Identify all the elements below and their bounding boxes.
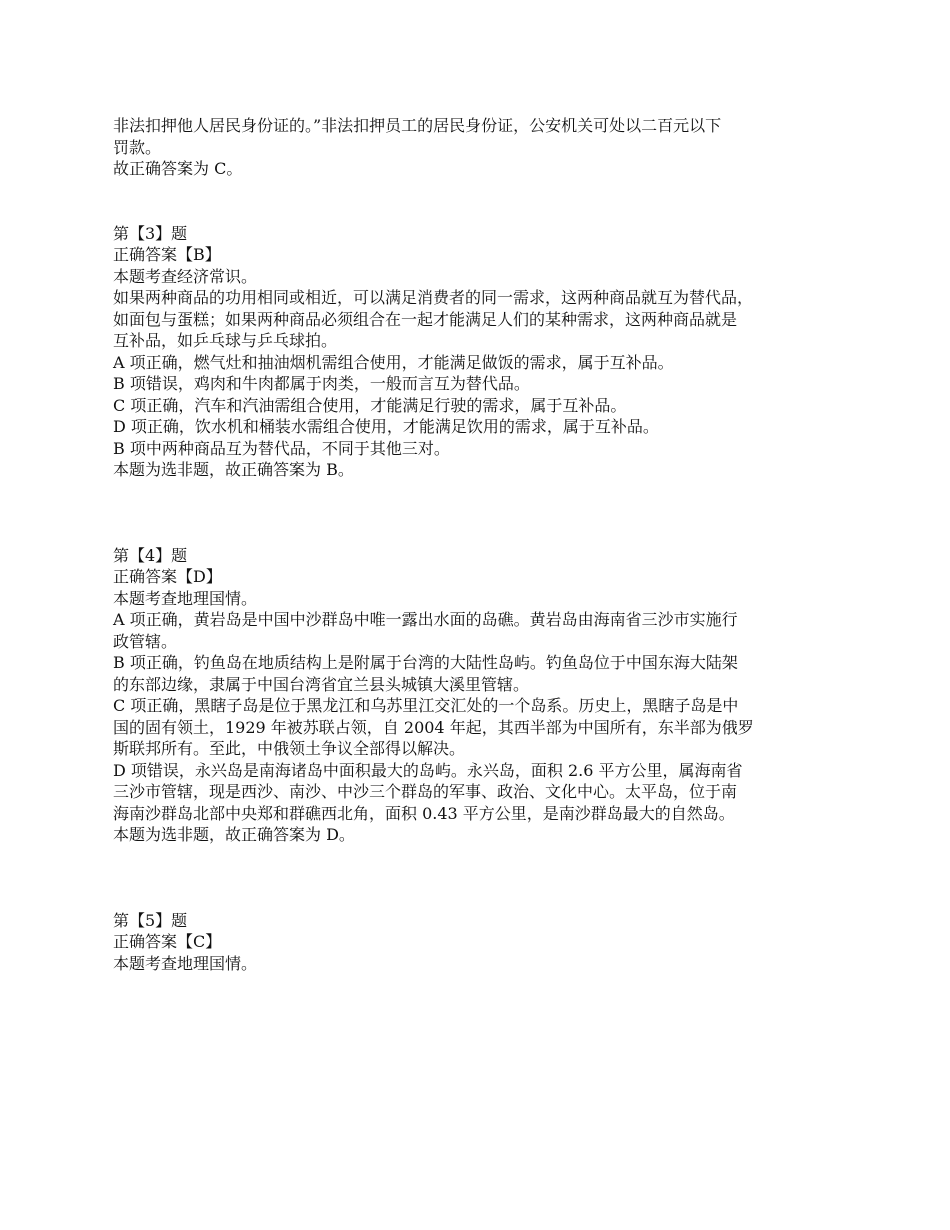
question-heading: 第【3】题 [113,223,188,243]
explanation-line: D 项正确，饮水机和桶装水需组合使用，才能满足饮用的需求，属于互补品。 [113,417,659,436]
intro-line: 故正确答案为 C。 [113,159,243,178]
section-gap [113,846,841,910]
explanation-line: B 项正确，钓鱼岛在地质结构上是附属于台湾的大陆性岛屿。钓鱼岛位于中国东海大陆架 [113,653,738,672]
correct-answer: 正确答案【C】 [113,932,222,951]
explanation-line: C 项正确，汽车和汽油需组合使用，才能满足行驶的需求，属于互补品。 [113,395,627,415]
question-5-section [113,910,841,975]
explanation-line: B 项错误，鸡肉和牛肉都属于肉类，一般而言互为替代品。 [113,374,530,393]
correct-answer: 正确答案【B】 [113,245,221,264]
intro-section [113,115,841,180]
document-page [113,115,841,974]
explanation-line: 本题为选非题，故正确答案为 D。 [113,825,355,844]
question-heading: 第【5】题 [113,910,188,930]
intro-line: 罚款。 [113,137,162,157]
explanation-line: 本题考查地理国情。 [113,953,258,973]
explanation-line: B 项中两种商品互为替代品，不同于其他三对。 [113,438,450,458]
question-3-section [113,223,841,481]
explanation-line: 斯联邦所有。至此，中俄领土争议全部得以解决。 [113,739,466,758]
correct-answer: 正确答案【D】 [113,567,222,586]
explanation-line: 本题为选非题，故正确答案为 B。 [113,460,354,479]
explanation-line: 本题考查地理国情。 [113,588,258,608]
explanation-line: A 项正确，燃气灶和抽油烟机需组合使用，才能满足做饭的需求，属于互补品。 [113,352,674,372]
explanation-line: 的东部边缘，隶属于中国台湾省宜兰县头城镇大溪里管辖。 [113,674,530,694]
explanation-line: 三沙市管辖，现是西沙、南沙、中沙三个群岛的军事、政治、文化中心。太平岛，位于南 [113,782,738,801]
explanation-line: 如面包与蛋糕；如果两种商品必须组合在一起才能满足人们的某种需求，这两种商品就是 [113,309,738,329]
explanation-line: C 项正确，黑瞎子岛是位于黑龙江和乌苏里江交汇处的一个岛系。历史上，黑瞎子岛是中 [113,696,739,715]
explanation-line: D 项错误，永兴岛是南海诸岛中面积最大的岛屿。永兴岛，面积 2.6 平方公里，属海南省 [113,760,743,780]
explanation-line: 海南沙群岛北部中央郑和群礁西北角，面积 0.43 平方公里，是南沙群岛最大的自然岛。 [113,803,735,823]
explanation-line: 互补品，如乒乓球与乒乓球拍。 [113,331,338,350]
explanation-line: 国的固有领土，1929 年被苏联占领，自 2004 年起，其西半部为中国所有，东半部为俄罗 [113,717,754,737]
explanation-line: 本题考查经济常识。 [113,266,258,286]
explanation-line: 如果两种商品的功用相同或相近，可以满足消费者的同一需求，这两种商品就互为替代品， [113,288,754,307]
section-gap [113,481,841,545]
section-gap [113,180,841,223]
explanation-line: 政管辖。 [113,631,178,651]
intro-line: 非法扣押他人居民身份证的。”非法扣押员工的居民身份证，公安机关可处以二百元以下 [113,116,722,135]
question-4-section [113,545,841,846]
explanation-line: A 项正确，黄岩岛是中国中沙群岛中唯一露出水面的岛礁。黄岩岛由海南省三沙市实施行 [113,610,738,629]
question-heading: 第【4】题 [113,545,188,565]
